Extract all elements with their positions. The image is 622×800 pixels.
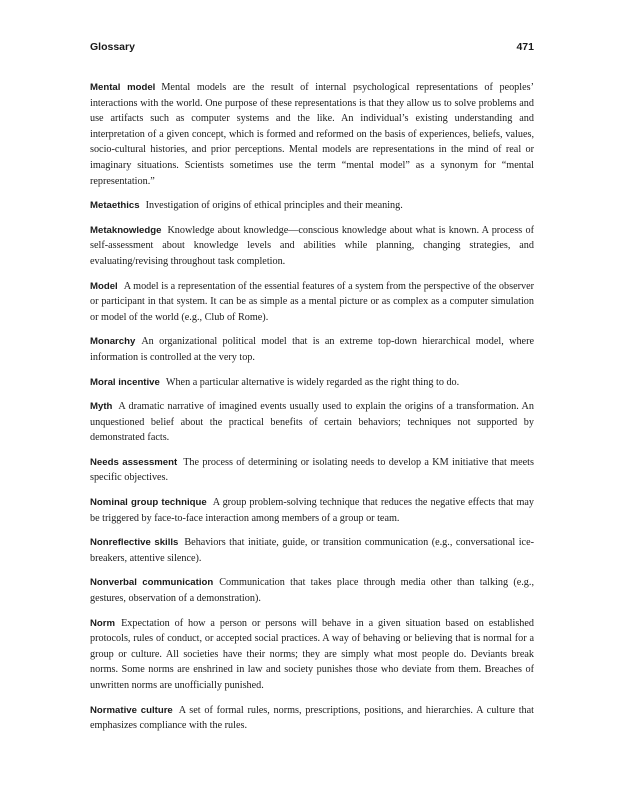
entry-definition: Mental models are the result of internal psychological representations of peoples’ interactions with the world. One purpose of these representations is that they allow us to solve problems and use artifacts such as computer systems and the like. An individual’s existing understanding and interpretation of a given concept, which is formed and reformed on the basis of experiences, beliefs, values, socio-cultural histories, and prior perceptions. Mental models are representations in the mind of real or imaginary situations. Scientists sometimes use the term “mental model” as a synonym for “mental representation.”	[90, 82, 534, 187]
glossary-entry	[90, 375, 534, 391]
glossary-entry	[90, 399, 534, 446]
entry-term: Moral incentive	[90, 376, 160, 388]
glossary-entry	[90, 703, 534, 734]
entry-definition: Expectation of how a person or persons will behave in a given situation based on established protocols, rules of conduct, or accepted social practices. A way of behaving or believing that is normal for a group or culture. All societies have their norms; they are simply what most people do. Deviants break norms. Some norms are enshrined in law and society punishes those who deviate from them. Breaches of unwritten norms are unofficially punished.	[90, 617, 534, 691]
entry-definition: A set of formal rules, norms, prescriptions, positions, and hierarchies. A culture that emphasizes compliance with the rules.	[90, 704, 534, 732]
glossary-entry	[90, 495, 534, 526]
entry-definition: When a particular alternative is widely regarded as the right thing to do.	[165, 376, 460, 388]
entry-term: Normative culture	[90, 704, 173, 716]
entry-term: Model	[90, 280, 118, 292]
entry-definition: Communication that takes place through media other than talking (e.g., gestures, observation of a demonstration).	[90, 577, 534, 605]
entry-definition: Behaviors that initiate, guide, or transition communication (e.g., conversational ice-breakers, attentive silence).	[90, 537, 534, 564]
entry-term: Metaethics	[90, 200, 140, 212]
header-title: Glossary	[90, 41, 135, 53]
running-header	[90, 41, 534, 57]
glossary-entry	[90, 334, 534, 365]
entry-term: Myth	[90, 401, 113, 413]
page-number: 471	[516, 41, 534, 53]
entry-term: Nonverbal communication	[90, 577, 214, 589]
entry-term: Nonreflective skills	[90, 537, 179, 549]
entry-definition: Investigation of origins of ethical principles and their meaning.	[145, 200, 403, 212]
entry-term: Mental model	[90, 82, 156, 93]
entry-term: Norm	[90, 617, 116, 629]
glossary-entry	[90, 223, 534, 270]
glossary-entry	[90, 455, 534, 486]
entry-term: Monarchy	[90, 336, 136, 348]
entry-definition: A group problem-solving technique that reduces the negative effects that may be triggered by face-to-face interaction among members of a group or team.	[90, 497, 534, 524]
glossary-entry	[90, 198, 534, 214]
glossary-body	[90, 80, 534, 743]
entry-definition: A model is a representation of the essential features of a system from the perspective of the observer or participant in that system. It can be as simple as a mental picture or as complex as a computer simulation or model of the world (e.g., Club of Rome).	[90, 280, 534, 323]
entry-definition: An organizational political model that is an extreme top-down hierarchical model, where information is controlled at the very top.	[90, 336, 534, 363]
glossary-entry	[90, 535, 534, 566]
entry-definition: Knowledge about knowledge—conscious knowledge about what is known. A process of self-assessment about knowledge levels and abilities while planning, changing strategies, and evaluating/revising throughout task completion.	[90, 224, 534, 267]
glossary-entry	[90, 616, 534, 694]
entry-definition: The process of determining or isolating needs to develop a KM initiative that meets specific objectives.	[90, 456, 534, 484]
entry-definition: A dramatic narrative of imagined events usually used to explain the origins of a transformation. An unquestioned belief about the practical benefits of certain behaviors; techniques not supported by demonstrated facts.	[90, 401, 534, 444]
glossary-entry	[90, 80, 534, 189]
entry-term: Metaknowledge	[90, 224, 162, 236]
entry-term: Needs assessment	[90, 456, 178, 468]
glossary-entry	[90, 279, 534, 326]
entry-term: Nominal group technique	[90, 497, 207, 509]
glossary-entry	[90, 575, 534, 606]
